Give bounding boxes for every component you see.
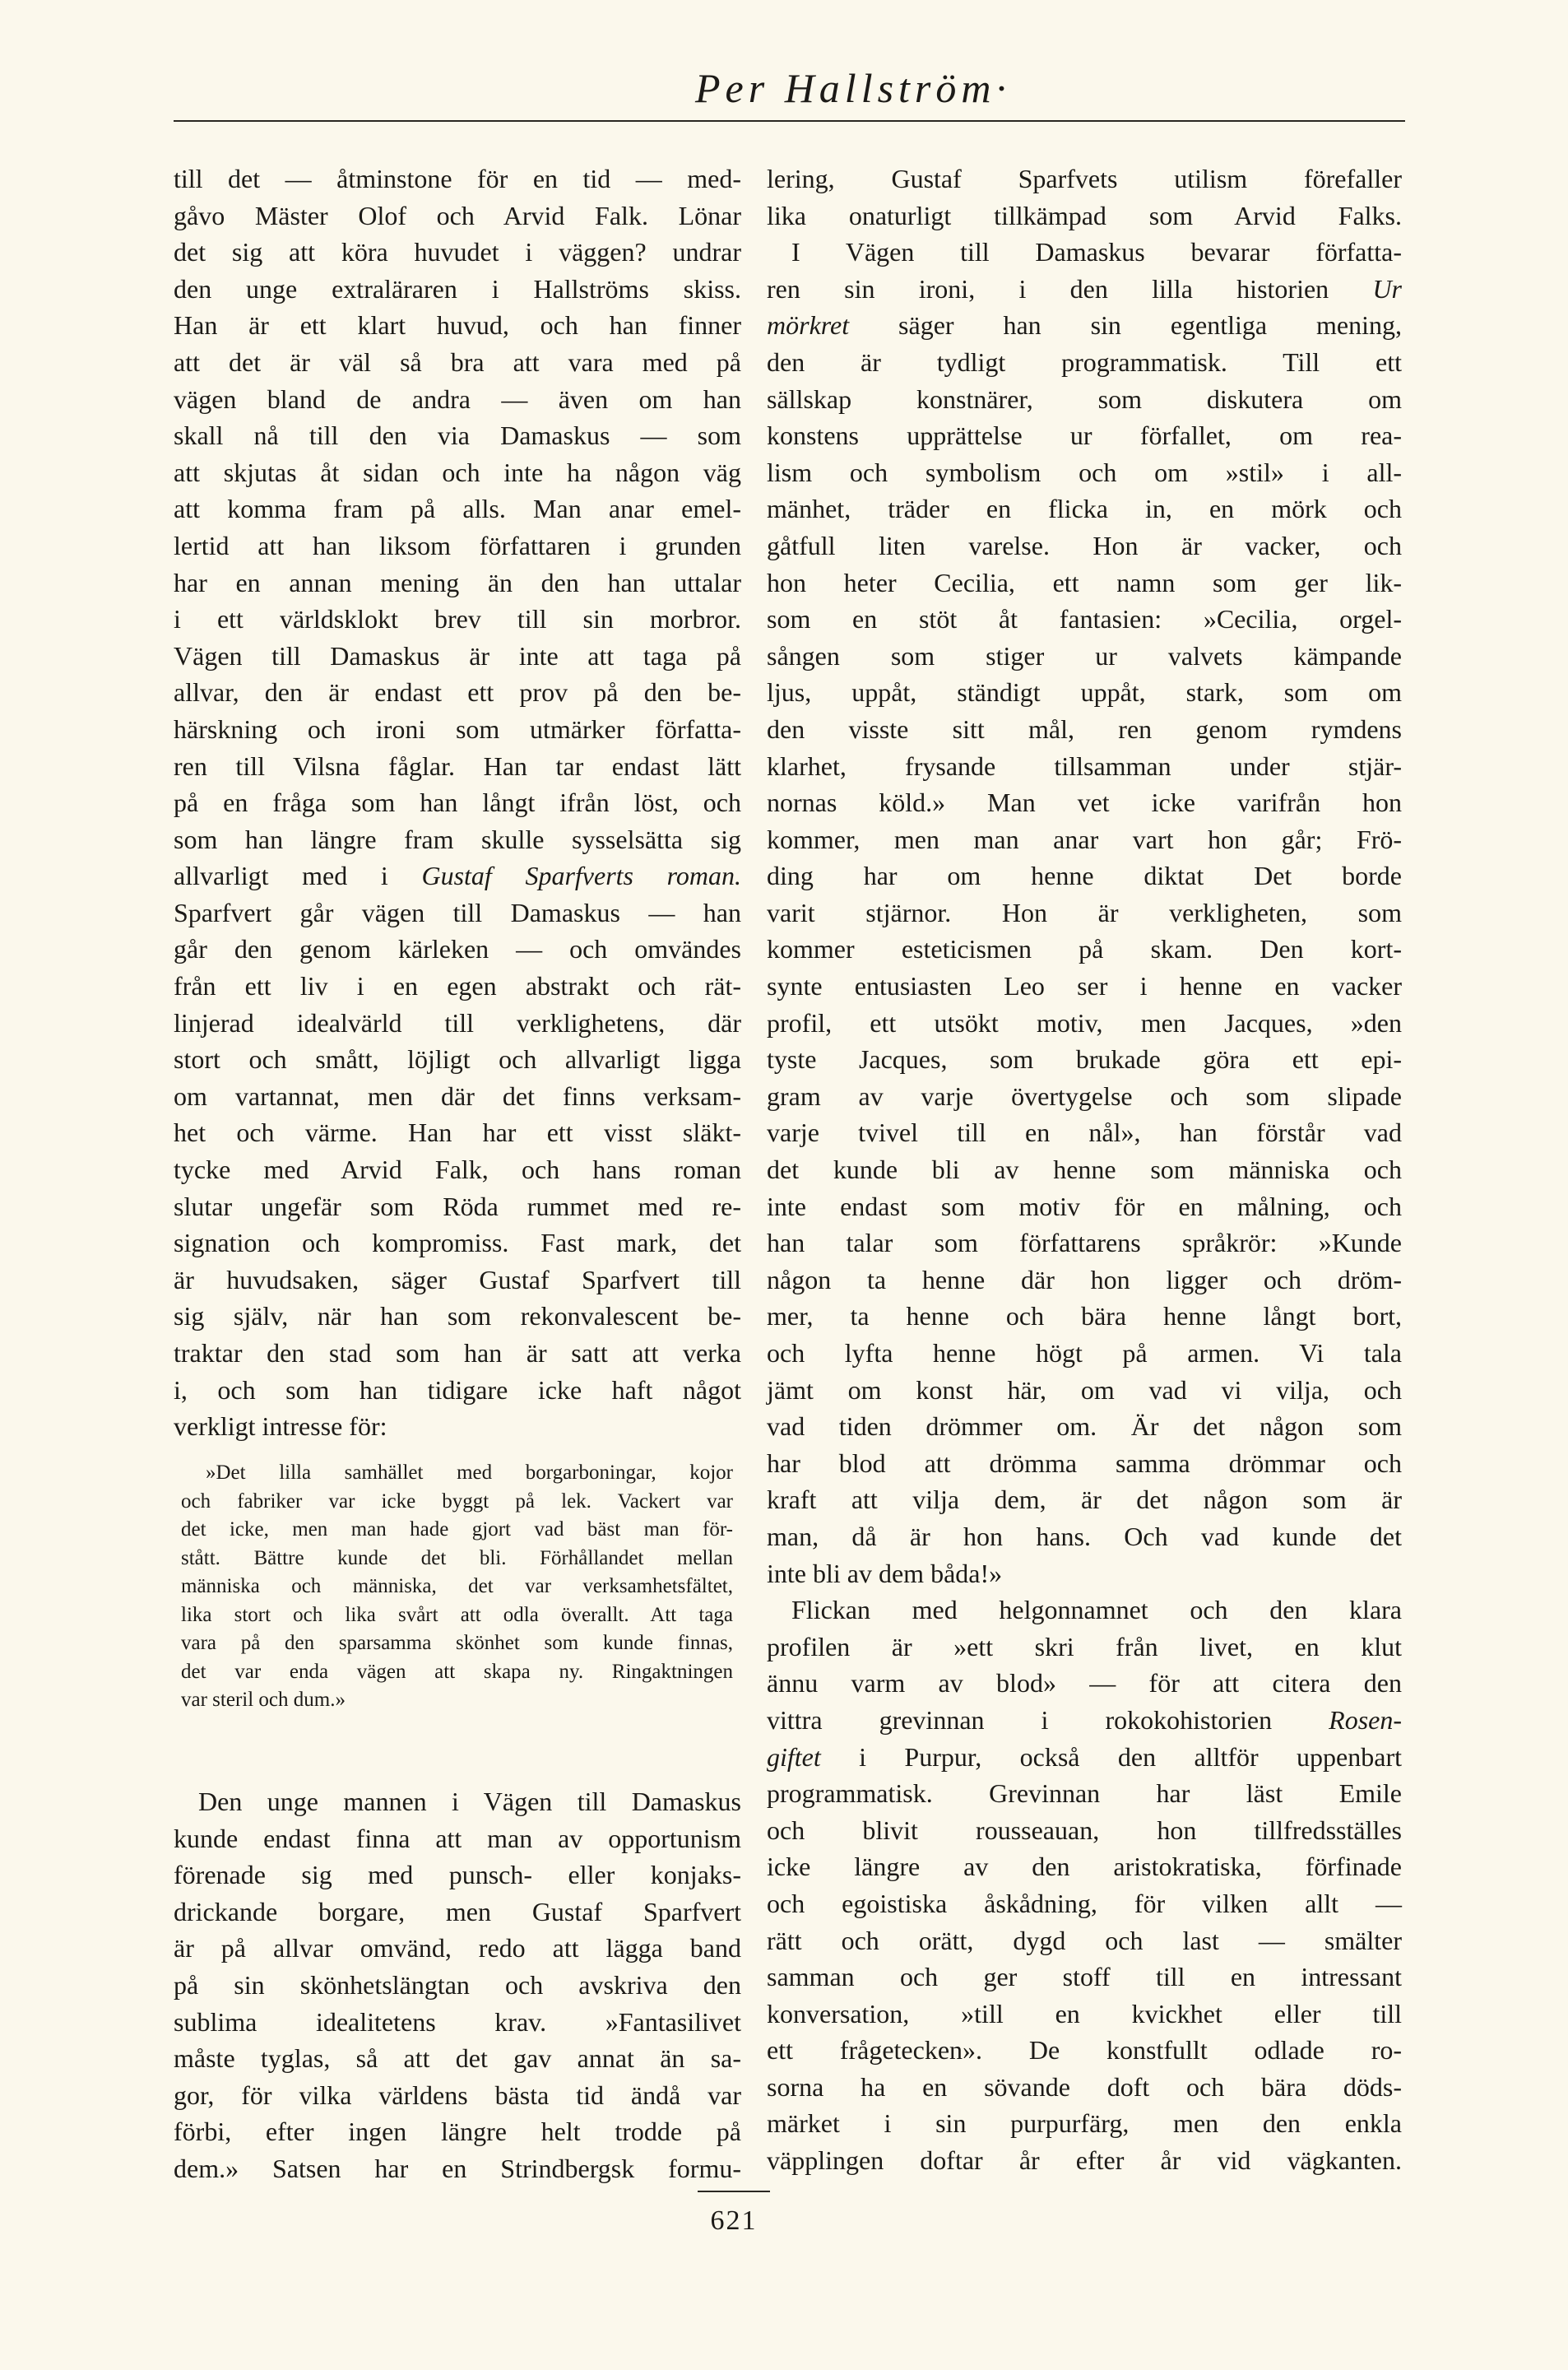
text-line: dem.» Satsen har en Strindbergsk formu- (174, 2153, 741, 2183)
text-line (767, 307, 1402, 344)
italic-title: giftet (767, 1741, 821, 1772)
text-line: gåtfull liten varelse. Hon är vacker, och (767, 530, 1402, 560)
right-column-text (767, 160, 1402, 2179)
text-line: sången som stiger ur valvets kämpande (767, 640, 1402, 671)
left-column-paragraph-2 (174, 1783, 741, 2187)
italic-title: Gustaf Sparfverts roman. (421, 861, 742, 891)
text-line: verkligt intresse för: (174, 1411, 387, 1442)
text-line: att komma fram på alls. Man anar emel- (174, 494, 741, 524)
text-line: sublima idealitetens krav. »Fantasilivet (174, 2006, 741, 2037)
text-line: härskning och ironi som utmärker författa- (174, 713, 741, 744)
text-line: drickande borgare, men Gustaf Sparfvert (174, 1896, 741, 1926)
text-line: skall nå till den via Damaskus — som (174, 421, 741, 451)
text-line: tycke med Arvid Falk, och hans roman (174, 1155, 741, 1185)
text-line: mer, ta henne och bära henne långt bort, (767, 1301, 1402, 1331)
text-line: tyste Jacques, som brukade göra ett epi- (767, 1044, 1402, 1075)
text-line (174, 857, 741, 895)
text-line: från ett liv i en egen abstrakt och rät- (174, 971, 741, 1001)
text-line: Flickan med helgonnamnet och den klara (791, 1595, 1402, 1625)
text-segment: ren sin ironi, i den lilla historien (767, 273, 1373, 304)
text-line: som en stöt åt fantasien: »Cecilia, orgel- (767, 604, 1402, 634)
text-line: gåvo Mäster Olof och Arvid Falk. Lönar (174, 200, 741, 230)
text-line: förenade sig med punsch- eller konjaks- (174, 1860, 741, 1890)
text-line: stort och smått, löjligt och allvarligt ligga (174, 1044, 741, 1075)
text-line: man, då är hon hans. Och vad kunde det (767, 1521, 1402, 1551)
text-line: det kunde bli av henne som människa och (767, 1155, 1402, 1185)
text-line: har blod att drömma samma drömmar och (767, 1448, 1402, 1478)
text-line: programmatisk. Grevinnan har läst Emile (767, 1778, 1402, 1809)
text-line: till det — åtminstone för en tid — med- (174, 164, 741, 193)
text-line: profilen är »ett skri från livet, en klut (767, 1631, 1402, 1661)
folio-rule (698, 2191, 770, 2192)
text-line: på en fråga som han långt ifrån löst, och (174, 788, 741, 818)
text-line: sällskap konstnärer, som diskutera om (767, 383, 1402, 414)
page-number: 621 (710, 2205, 758, 2236)
text-line: kraft att vilja dem, är det någon som är (767, 1485, 1402, 1515)
text-segment: allvarligt med i (174, 861, 422, 891)
text-line: het och värme. Han har ett visst släkt- (174, 1118, 741, 1148)
text-line: signation och kompromiss. Fast mark, det (174, 1228, 741, 1258)
text-line: lertid att han liksom författaren i grunden (174, 530, 741, 560)
text-line: icke längre av den aristokratiska, förfinade (767, 1852, 1402, 1882)
text-line (767, 271, 1402, 308)
text-line (767, 1702, 1402, 1739)
text-line: varit stjärnor. Hon är verkligheten, som (767, 897, 1402, 927)
text-line: Den unge mannen i Vägen till Damaskus (198, 1787, 741, 1816)
text-line: och lyfta henne högt på armen. Vi tala (767, 1338, 1402, 1368)
text-line: linjerad idealvärld till verklighetens, där (174, 1007, 741, 1038)
text-line: inte bli av dem båda!» (767, 1558, 1003, 1588)
text-line: att skjutas åt sidan och inte ha någon väg (174, 457, 741, 487)
text-line: mänhet, träder en flicka in, en mörk och (767, 494, 1402, 524)
text-line: på sin skönhetslängtan och avskriva den (174, 1969, 741, 2000)
text-line (767, 1739, 1402, 1776)
text-line: kommer, men man anar vart hon går; Frö- (767, 824, 1402, 854)
text-line: den unge extraläraren i Hallströms skiss. (174, 273, 741, 304)
text-line: människa och människa, det var verksamhetsfältet, (181, 1575, 733, 1597)
italic-title: Ur (1372, 273, 1402, 304)
text-line: vara på den sparsamma skönhet som kunde finnas, (181, 1632, 733, 1654)
text-line: vad tiden drömmer om. Är det någon som (767, 1411, 1402, 1442)
text-line: märket i sin purpurfärg, men den enkla (767, 2108, 1402, 2139)
text-segment: säger han sin egentliga mening, (849, 310, 1402, 341)
text-line: vägen bland de andra — även om han (174, 383, 741, 414)
text-line: lika onaturligt tillkämpad som Arvid Falks. (767, 200, 1402, 230)
text-line: förbi, efter ingen längre helt trodde på (174, 2117, 741, 2147)
text-line: går den genom kärleken — och omvändes (174, 934, 741, 964)
text-line: nornas köld.» Man vet icke varifrån hon (767, 788, 1402, 818)
text-line: Han är ett klart huvud, och han finner (174, 310, 741, 341)
text-line: »Det lilla samhället med borgarboningar, kojor (206, 1462, 733, 1484)
text-line: I Vägen till Damaskus bevarar författa- (791, 237, 1402, 267)
text-line: han talar som författarens språkrör: »Kunde (767, 1228, 1402, 1258)
text-line: hon heter Cecilia, ett namn som ger lik- (767, 567, 1402, 597)
text-line: den visste sitt mål, ren genom rymdens (767, 713, 1402, 744)
text-line: ännu varm av blod» — för att citera den (767, 1668, 1402, 1698)
text-line: samman och ger stoff till en intressant (767, 1962, 1402, 1992)
text-line: jämt om konst här, om vad vi vilja, och (767, 1374, 1402, 1405)
text-line: sorna ha en sövande doft och bära döds- (767, 2071, 1402, 2102)
text-line: Vägen till Damaskus är inte att taga på (174, 640, 741, 671)
block-quote (181, 1459, 733, 1715)
text-line: ljus, uppåt, ständigt uppåt, stark, som om (767, 677, 1402, 708)
text-line: om vartannat, men där det finns verksam- (174, 1080, 741, 1111)
text-line: någon ta henne där hon ligger och dröm- (767, 1264, 1402, 1294)
text-line: traktar den stad som han är satt att verka (174, 1338, 741, 1368)
italic-title: Rosen- (1329, 1704, 1402, 1735)
text-line: varje tvivel till en nål», han förstår vad (767, 1118, 1402, 1148)
text-line: lering, Gustaf Sparfvets utilism förefaller (767, 164, 1402, 193)
text-line: konstens upprättelse ur förfallet, om rea- (767, 421, 1402, 451)
text-line: det var enda vägen att skapa ny. Ringaktningen (181, 1660, 733, 1683)
text-line: var steril och dum.» (181, 1689, 346, 1711)
text-line: är huvudsaken, säger Gustaf Sparfvert till (174, 1264, 741, 1294)
text-line: kunde endast finna att man av opportunism (174, 1823, 741, 1853)
text-line: profil, ett utsökt motiv, men Jacques, »den (767, 1007, 1402, 1038)
text-line: stått. Bättre kunde det bli. Förhållandet mellan (181, 1546, 733, 1569)
text-line: kommer esteticismen på skam. Den kort- (767, 934, 1402, 964)
text-line: har en annan mening än den han uttalar (174, 567, 741, 597)
text-line: gor, för vilka världens bästa tid ändå var (174, 2080, 741, 2110)
text-line: att det är väl så bra att vara med på (174, 346, 741, 377)
text-line: allvar, den är endast ett prov på den be- (174, 677, 741, 708)
text-line: ett frågetecken». De konstfullt odlade ro- (767, 2035, 1402, 2066)
text-line: inte endast som motiv för en målning, och (767, 1191, 1402, 1221)
text-line: den är tydligt programmatisk. Till ett (767, 346, 1402, 377)
text-line: gram av varje övertygelse och som slipade (767, 1080, 1402, 1111)
text-line: slutar ungefär som Röda rummet med re- (174, 1191, 741, 1221)
text-line: synte entusiasten Leo ser i henne en vacker (767, 971, 1402, 1001)
text-line: det icke, men man hade gjort vad bäst man för- (181, 1518, 733, 1540)
header-rule (174, 120, 1405, 122)
text-line: det sig att köra huvudet i väggen? undrar (174, 237, 741, 267)
text-line: väpplingen doftar år efter år vid vägkanten. (767, 2145, 1402, 2176)
italic-title: mörkret (767, 310, 850, 341)
text-line: måste tyglas, så att det gav annat än sa- (174, 2043, 741, 2074)
text-line: och blivit rousseauan, hon tillfredsställes (767, 1815, 1402, 1845)
text-line: klarhet, frysande tillsamman under stjär- (767, 750, 1402, 781)
text-line: ding har om henne diktat Det borde (767, 861, 1402, 891)
text-line: sig själv, när han som rekonvalescent be- (174, 1301, 741, 1331)
text-line: lism och symbolism och om »stil» i all- (767, 457, 1402, 487)
text-line: ren till Vilsna fåglar. Han tar endast lätt (174, 750, 741, 781)
left-column-paragraph-1 (174, 160, 741, 1445)
text-line: Sparfvert går vägen till Damaskus — han (174, 897, 741, 927)
running-head-title: Per Hallström· (695, 65, 1011, 111)
text-line: och fabriker var icke byggt på lek. Vackert var (181, 1489, 733, 1513)
text-line: lika stort och lika svårt att odla överallt. Att taga (181, 1603, 733, 1626)
text-line: och egoistiska åskådning, för vilken allt — (767, 1888, 1402, 1918)
text-segment: i Purpur, också den alltför uppenbart (820, 1741, 1402, 1772)
text-line: är på allvar omvänd, redo att lägga band (174, 1933, 741, 1963)
text-segment: vittra grevinnan i rokokohistorien (767, 1704, 1329, 1735)
text-line: rätt och orätt, dygd och last — smälter (767, 1925, 1402, 1955)
text-line: i ett världsklokt brev till sin morbror. (174, 604, 741, 634)
text-line: i, och som han tidigare icke haft något (174, 1374, 741, 1405)
text-line: som han längre fram skulle sysselsätta sig (174, 824, 741, 854)
text-line: konversation, »till en kvickhet eller till (767, 1998, 1402, 2028)
